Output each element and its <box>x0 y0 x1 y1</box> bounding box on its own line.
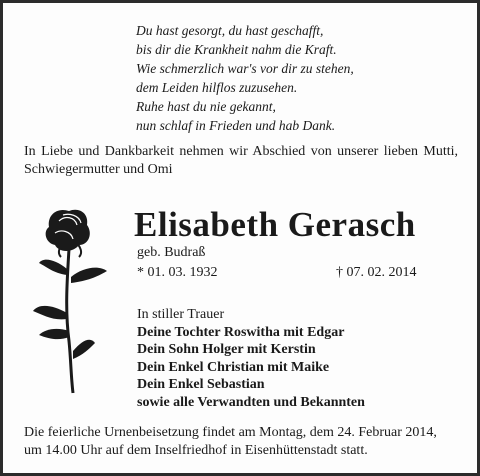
poem-line: Du hast gesorgt, du hast geschafft, <box>136 23 324 38</box>
mourner: Deine Tochter Roswitha mit Edgar <box>137 324 345 340</box>
mourner: Dein Enkel Christian mit Maike <box>137 359 330 375</box>
intro-text: In Liebe und Dankbarkeit nehmen wir Abschied von unserer lieben Mutti, Schwiegermutter und Omi <box>24 144 458 177</box>
poem-line: Ruhe hast du nie gekannt, <box>136 99 276 114</box>
poem-line: nun schlaf in Frieden und hab Dank. <box>136 118 336 133</box>
funeral-notice: Die feierliche Urnenbeisetzung findet am Montag, dem 24. Februar 2014, um 14.00 Uhr auf dem Inselfriedhof in Eisenhüttenstadt statt. <box>24 425 437 458</box>
birth-name: geb. Budraß <box>137 245 206 260</box>
poem-line: dem Leiden hilflos zuzusehen. <box>136 80 298 95</box>
poem <box>136 21 354 135</box>
death-date: † 07. 02. 2014 <box>336 265 417 280</box>
mourner: Dein Enkel Sebastian <box>137 377 265 392</box>
poem-line: bis dir die Krankheit nahm die Kraft. <box>136 42 337 57</box>
mourner: sowie alle Verwandten und Bekannten <box>137 394 365 410</box>
poem-line: Wie schmerzlich war's vor dir zu stehen, <box>136 61 354 76</box>
mourners-lead: In stiller Trauer <box>137 307 225 322</box>
mourners-list <box>137 306 365 411</box>
birth-date: * 01. 03. 1932 <box>137 265 218 280</box>
mourner: Dein Sohn Holger mit Kerstin <box>137 342 316 357</box>
rose-icon <box>29 201 113 397</box>
deceased-name: Elisabeth Gerasch <box>134 205 416 244</box>
